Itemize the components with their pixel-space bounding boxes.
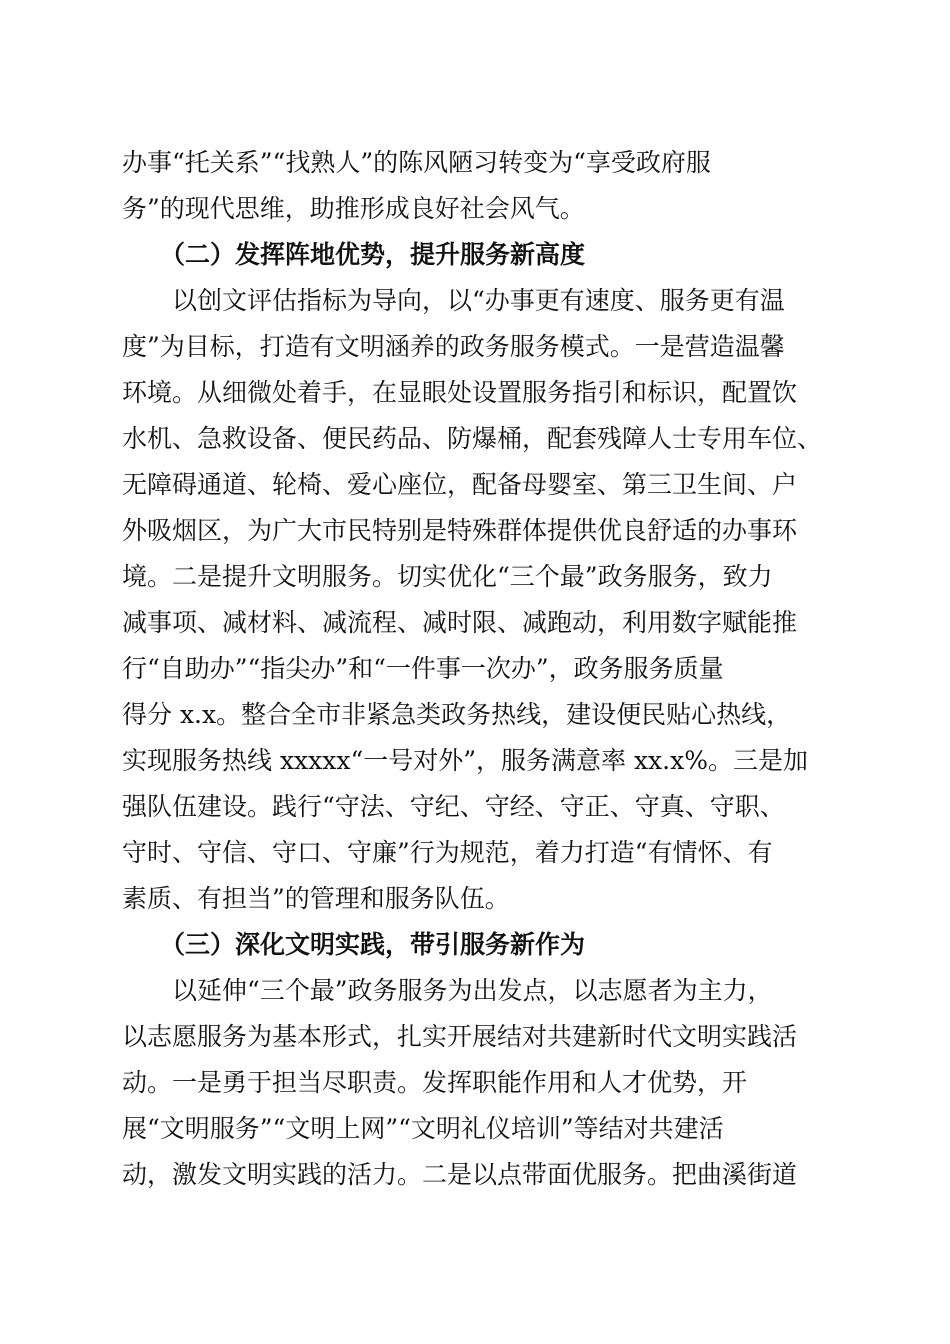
line-text: 得分 x.x。整合全市非紧急类政务热线，建设便民贴心热线， <box>122 700 792 729</box>
body-line <box>0 784 950 830</box>
body-line <box>0 968 950 1014</box>
line-text: 水机、急救设备、便民药品、防爆桶，配套残障人士专用车位、 <box>122 424 823 453</box>
section-heading-2 <box>0 232 950 278</box>
line-text: 境。二是提升文明服务。切实优化“三个最”政务服务，致力 <box>122 562 773 591</box>
line-text: 务”的现代思维，助推形成良好社会风气。 <box>122 194 585 223</box>
body-line <box>0 324 950 370</box>
body-line <box>0 186 950 232</box>
body-line <box>0 1106 950 1152</box>
body-line <box>0 1014 950 1060</box>
body-line <box>0 140 950 186</box>
line-text: 以创文评估指标为导向，以“办事更有速度、服务更有温 <box>172 286 785 315</box>
body-line <box>0 876 950 922</box>
line-text: 以延伸“三个最”政务服务为出发点，以志愿者为主力， <box>172 976 773 1005</box>
line-text: 度”为目标，打造有文明涵养的政务服务模式。一是营造温馨 <box>122 332 785 361</box>
heading-text: （三）深化文明实践，带引服务新作为 <box>160 930 586 959</box>
line-text: 守时、守信、守口、守廉”行为规范，着力打造“有情怀、有 <box>122 838 773 867</box>
body-line <box>0 692 950 738</box>
body-line <box>0 646 950 692</box>
line-text: 实现服务热线 xxxxx“一号对外”，服务满意率 xx.x%。三是加 <box>122 746 808 775</box>
line-text: 无障碍通道、轮椅、爱心座位，配备母婴室、第三卫生间、户 <box>122 470 798 499</box>
line-text: 素质、有担当”的管理和服务队伍。 <box>122 884 510 913</box>
body-line <box>0 554 950 600</box>
section-heading-3 <box>0 922 950 968</box>
line-text: 行“自助办”“指尖办”和“一件事一次办”，政务服务质量 <box>122 654 724 683</box>
line-text: 减事项、减材料、减流程、减时限、减跑动，利用数字赋能推 <box>122 608 798 637</box>
line-text: 环境。从细微处着手，在显眼处设置服务指引和标识，配置饮 <box>122 378 798 407</box>
body-line <box>0 600 950 646</box>
body-line <box>0 416 950 462</box>
line-text: 动，激发文明实践的活力。二是以点带面优服务。把曲溪街道 <box>122 1160 798 1189</box>
body-line <box>0 370 950 416</box>
line-text: 动。一是勇于担当尽职责。发挥职能作用和人才优势，开 <box>122 1068 748 1097</box>
body-line <box>0 278 950 324</box>
heading-text: （二）发挥阵地优势，提升服务新高度 <box>160 240 586 269</box>
body-line <box>0 508 950 554</box>
line-text: 外吸烟区，为广大市民特别是特殊群体提供优良舒适的办事环 <box>122 516 798 545</box>
line-text: 办事“托关系”“找熟人”的陈风陋习转变为“享受政府服 <box>122 148 711 177</box>
line-text: 展“文明服务”“文明上网”“文明礼仪培训”等结对共建活 <box>122 1114 724 1143</box>
line-text: 强队伍建设。践行“守法、守纪、守经、守正、守真、守职、 <box>122 792 785 821</box>
body-line <box>0 738 950 784</box>
body-line <box>0 1060 950 1106</box>
body-line <box>0 1152 950 1198</box>
body-line <box>0 830 950 876</box>
body-line <box>0 462 950 508</box>
line-text: 以志愿服务为基本形式，扎实开展结对共建新时代文明实践活 <box>122 1022 798 1051</box>
